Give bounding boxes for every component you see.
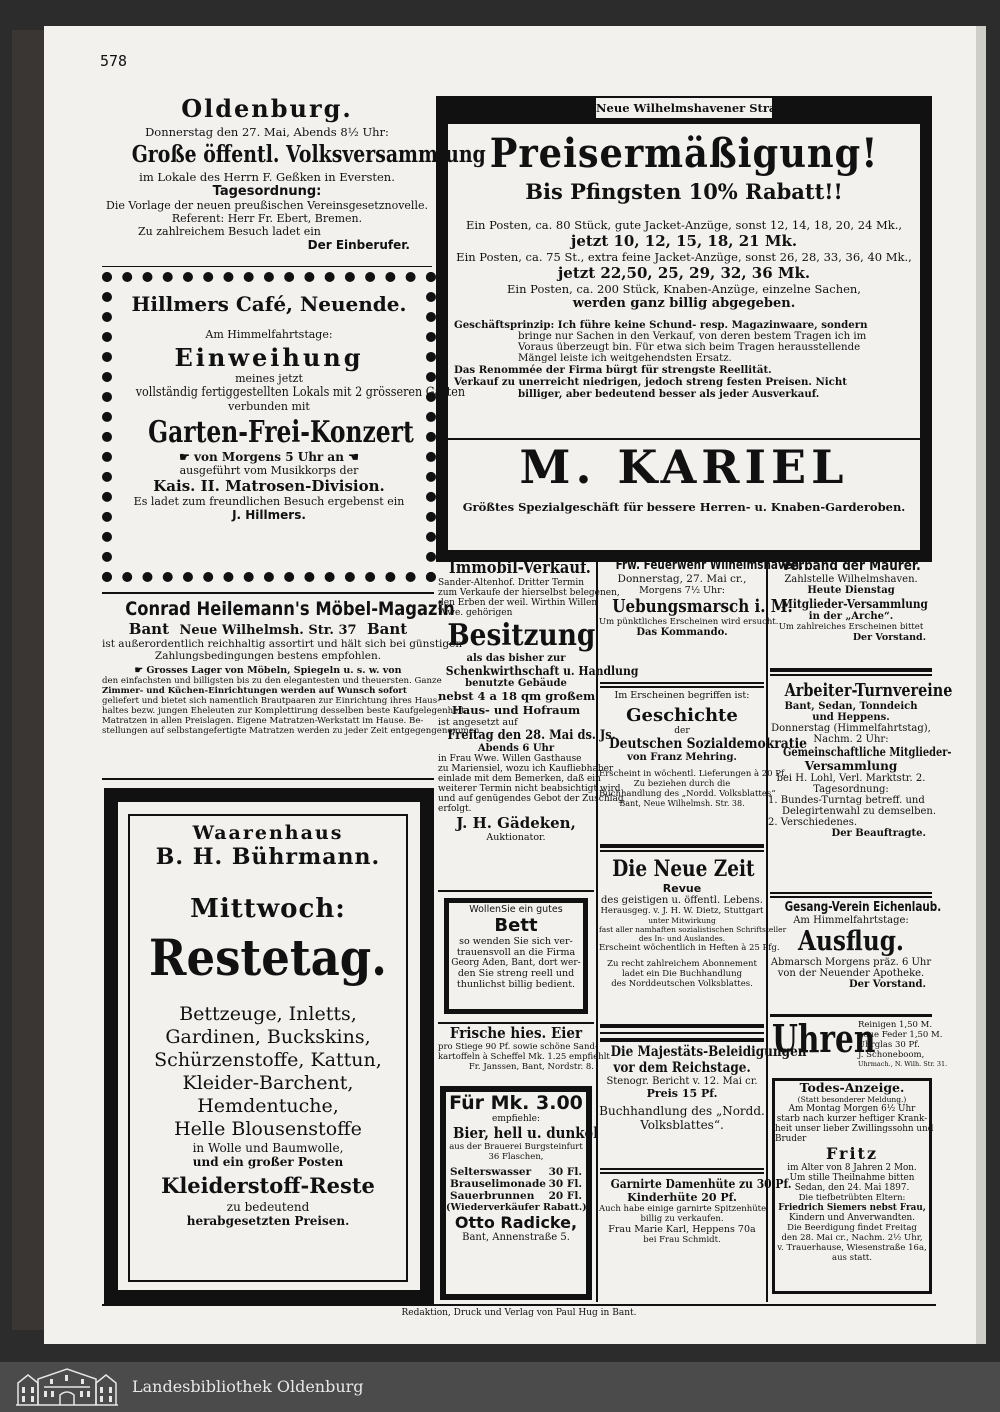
ad-line: empfiehle: (492, 1114, 540, 1124)
ad-line: Die Majestäts-Beleidigungen (610, 1044, 807, 1060)
ad-line: herabgesetzten Preisen. (186, 1214, 350, 1228)
ad-line: Wwe. gehörigen (438, 608, 513, 618)
ad-line: Um pünktliches Erscheinen wird ersucht. (599, 617, 779, 627)
principle-line: Das Renommée der Firma bürgt für strengste Reellität. (454, 364, 772, 376)
library-footer (0, 1362, 1000, 1412)
ad-line: Georg Aden, Bant, dort wer- (451, 958, 581, 968)
principle-line: Mängel leiste ich weitgehendsten Ersatz. (518, 353, 732, 364)
ad-line: Buchhandlung des „Nordd. Volksblattes“ (599, 789, 776, 799)
ad-line: einlade mit dem Bemerken, daß ein (438, 774, 601, 784)
ad-line: Sedan, den 24. Mai 1897. (794, 1183, 910, 1193)
ad-line: vor dem Reichstage. (613, 1060, 751, 1076)
page-edge (976, 26, 986, 1344)
ad-line: Heute Dienstag (807, 585, 895, 596)
ad-line: Nachm. 2 Uhr: (813, 734, 889, 745)
ad-line: pro Stiege 90 Pf. sowie schöne Sand- (438, 1042, 598, 1052)
book-binding (12, 30, 46, 1330)
ad-line: Deutschen Sozialdemokratie (608, 736, 808, 752)
ad-line: Volksblattes“. (640, 1118, 724, 1132)
item-list (130, 1003, 406, 1141)
ad-headline: Bier, hell u. dunkel (453, 1124, 599, 1142)
signature: Der Vorstand. (852, 632, 926, 643)
ad-line: der (674, 726, 690, 736)
ad-line: Abmarsch Morgens präz. 6 Uhr (770, 957, 932, 968)
offer-line: Ein Posten, ca. 80 Stück, gute Jacket-Anzüge, sonst 12, 14, 18, 20, 24 Mk., (465, 218, 903, 232)
signature: J. Hillmers. (232, 508, 306, 522)
pointing-hand-icon: ☚ (343, 450, 359, 464)
ad-headline: Restetag. (149, 928, 387, 987)
signature: Der Einberufer. (307, 238, 410, 252)
ad-title: Verband der Maurer. (781, 558, 921, 574)
ad-line: 1. Bundes-Turntag betreff. und (768, 795, 925, 806)
ad-date: Donnerstag den 27. Mai, Abends 8½ Uhr: (145, 125, 389, 139)
double-rule (770, 892, 932, 898)
ad-line: Am Himmelfahrtstage: (793, 915, 909, 926)
ad-title: Gesang-Verein Eichenlaub. (784, 900, 942, 915)
principle-line: bringe nur Sachen in den Verkauf, von deren bestem Tragen ich im (518, 331, 867, 342)
list-item: Hemdentuche, (197, 1095, 339, 1117)
ad-line: Am Montag Morgen 6½ Uhr (788, 1104, 916, 1114)
ad-line: Es ladet zum freundlichen Besuch ergebenst ein (133, 495, 405, 508)
ad-line: Versammlung (804, 759, 898, 773)
ad-line: Matratzen in allen Preislagen. Eigene Matratzen-Werkstatt im Hause. Be- (102, 716, 424, 726)
ad-line: Stenogr. Bericht v. 12. Mai cr. (606, 1076, 758, 1087)
ad-title: Immobil-Verkauf. (448, 558, 591, 578)
ad-mehring (599, 690, 808, 808)
ad-title: Frw. Feuerwehr Wilhelmshaven. (615, 558, 804, 573)
principle-line: Geschäftsprinzip: Ich führe keine Schund- resp. Magazinwaare, sondern (454, 319, 868, 331)
ad-feuerwehr (599, 558, 804, 638)
ad-line: ist außerordentlich reichhaltig assortirt und hält sich bei günstigen (102, 638, 463, 650)
ad-line: den einfachsten und billigsten bis zu den elegantesten und theuersten. Ganze (102, 676, 442, 686)
ad-line: billig zu verkaufen. (640, 1214, 724, 1224)
divider (436, 554, 932, 556)
ad-line: Bruder (775, 1134, 807, 1144)
page-number: 578 (100, 52, 128, 70)
ad-line: Donnerstag (Himmelfahrtstag), (771, 723, 931, 734)
kariel-name: M. KARIEL (519, 440, 849, 494)
ad-line: in der „Arche“. (808, 611, 894, 622)
ad-name: Fritz (825, 1144, 879, 1163)
ad-line: Buchhandlung des „Nordd. (599, 1104, 765, 1118)
principle-line: Verkauf zu unerreicht niedrigen, jedoch streng festen Preisen. Nicht (454, 376, 847, 388)
ad-line: unter Mitwirkung (648, 916, 716, 925)
offer-line: Ein Posten, ca. 200 Stück, Knaben-Anzüge, einzelne Sachen, (507, 282, 861, 296)
ad-date: Freitag den 28. Mai ds. Js. (447, 728, 616, 743)
ad-immobil (438, 558, 639, 843)
ad-line: Delegirtenwahl zu demselben. (782, 806, 937, 817)
ad-todes (775, 1080, 934, 1263)
list-item: Bettzeuge, Inletts, (179, 1003, 357, 1025)
ad-title: Die Neue Zeit (612, 856, 755, 882)
ad-line: Zahlungsbedingungen bestens empfohlen. (154, 650, 382, 662)
divider (102, 1304, 936, 1306)
ad-line: bei H. Lohl, Verl. Marktstr. 2. (776, 773, 926, 784)
ad-line: Um zahlreiches Erscheinen bittet (778, 622, 924, 632)
double-rule (600, 844, 764, 852)
table-row: Brauselimonade 30 Fl. (450, 1178, 582, 1190)
ad-line: 36 Flaschen, (488, 1152, 544, 1162)
ad-title: Für Mk. 3.00 (449, 1092, 583, 1114)
list-item: Kleider-Barchent, (182, 1072, 354, 1094)
ad-line: heit unser lieber Zwillingssohn und (775, 1124, 934, 1134)
ad-line: weiterer Termin nicht beabsichtigt wird (438, 784, 621, 794)
offer-price: jetzt 10, 12, 15, 18, 21 Mk. (570, 232, 798, 250)
ad-day: Am Himmelfahrtstage: (205, 328, 333, 341)
ad-subheadline: Bis Pfingsten 10% Rabatt!! (525, 179, 843, 204)
concert-headline: Garten-Frei-Konzert (148, 415, 414, 450)
ad-line: Schenkwirthschaft u. Handlung (445, 664, 639, 678)
ad-line: starb nach kurzer heftiger Krank- (776, 1114, 928, 1124)
ad-line: von Franz Mehring. (627, 752, 737, 763)
ad-line: Gemeinschaftliche Mitglieder- (782, 745, 952, 759)
ad-line: Zimmer- und Küchen-Einrichtungen werden auf Wunsch sofort (102, 686, 407, 696)
ad-name: Otto Radicke, (454, 1213, 578, 1232)
offer-price: jetzt 22,50, 25, 29, 32, 36 Mk. (557, 264, 811, 282)
ad-time: ☛ von Morgens 5 Uhr an ☚ (179, 450, 359, 464)
ad-line: ausgeführt vom Musikkorps der (179, 464, 359, 477)
ad-line: in Wolle und Baumwolle, (192, 1141, 344, 1155)
ad-address: Bant, Annenstraße 5. (462, 1232, 570, 1243)
principle-line: billiger, aber bedeutend besser als jeder Ausverkauf. (518, 388, 820, 400)
ad-title: Oldenburg. (181, 94, 353, 123)
ad-day: Mittwoch: (190, 894, 346, 924)
ad-line: verbunden mit (228, 400, 310, 413)
ad-line: ist angesetzt auf (438, 717, 518, 728)
ad-line: Revue (662, 882, 702, 895)
double-rule (770, 668, 932, 676)
principle-line: Voraus überzeugt bin. Für etwa sich beim Tragen herausstellende (518, 342, 861, 353)
street-label: Neue Wilhelmshavener Straße 1 (596, 98, 772, 118)
library-building-icon (14, 1367, 120, 1407)
double-rule (600, 1168, 764, 1174)
ad-line: Auch habe einige garnirte Spitzenhüte (599, 1204, 767, 1214)
ad-title: Conrad Heilemann's Möbel-Magazin (125, 598, 455, 620)
ad-division: Kais. II. Matrosen-Division. (153, 477, 385, 495)
ad-line: Zu beziehen durch die (633, 779, 731, 789)
ad-line: Donnerstag, 27. Mai cr., (617, 573, 747, 585)
pointing-hand-icon: ☛ (179, 450, 195, 464)
offer-line: Ein Posten, ca. 75 St., extra feine Jacket-Anzüge, sonst 26, 28, 33, 36, 40 Mk., (456, 250, 912, 264)
newspaper-page (44, 26, 976, 1344)
ad-line: vollständig fertiggestellten Lokals mit 2 grösseren Gärten (135, 385, 466, 400)
ad-buehrmann (130, 822, 406, 1228)
pointing-hand-icon: ☛ (134, 665, 147, 676)
ad-line: Uhrglas 30 Pf. (858, 1040, 920, 1050)
ad-line: Haus- und Hofraum (451, 703, 581, 717)
ad-title: Frische hies. Eier (449, 1024, 583, 1042)
ad-headline: Einweihung (174, 343, 364, 372)
ad-line: ☛ Grosses Lager von Möbeln, Spiegeln u. s. w. von (134, 665, 402, 676)
ad-title: Arbeiter-Turnvereine (784, 680, 953, 701)
ad-time: Abends 6 Uhr (477, 743, 555, 754)
ad-line: den Sie streng reell und (457, 968, 575, 979)
ad-line: den 28. Mai cr., Nachm. 2½ Uhr, (781, 1233, 923, 1243)
ad-line: bei Frau Schmidt. (643, 1235, 721, 1245)
uhren-headline: Uhren (772, 1016, 876, 1061)
ad-line: Fr. Janssen, Bant, Nordstr. 8. (468, 1062, 594, 1072)
ad-title: Garnirte Damenhüte zu 30 Pf. (610, 1176, 792, 1191)
ad-line: WollenSie ein gutes (469, 904, 563, 915)
ad-line: Zahlstelle Wilhelmshaven. (784, 574, 918, 585)
ad-line: erfolgt. (438, 804, 472, 814)
ad-title: Hillmers Café, Neuende. (131, 292, 407, 316)
divider (600, 1032, 764, 1034)
ad-line: Die Beerdigung findet Freitag (787, 1223, 917, 1233)
ad-line: Mitglieder-Versammlung (781, 596, 928, 611)
ad-headline: Uebungsmarsch i. M. (612, 596, 793, 617)
ad-uhren (858, 1020, 948, 1068)
ad-line: Reinigen 1,50 M. (858, 1020, 933, 1030)
ad-line: ladet ein Die Buchhandlung (621, 969, 743, 979)
list-item: Gardinen, Buckskins, (165, 1026, 371, 1048)
signature: Der Beauftragte. (831, 828, 926, 839)
ad-neuezeit (599, 856, 787, 989)
ad-line: den Erben der weil. Wirthin Willen (438, 598, 598, 608)
ad-headline: Ausflug. (797, 926, 905, 957)
ad-radicke (446, 1092, 599, 1243)
ad-hillmers (114, 292, 466, 522)
table-row: Sauerbrunnen 20 Fl. (450, 1190, 582, 1202)
ad-line: Um stille Theilnahme bitten (789, 1173, 915, 1183)
ad-headline: Bett (494, 915, 538, 936)
ad-title: Todes-Anzeige. (799, 1080, 905, 1095)
ad-line: als das bisher zur (466, 653, 566, 664)
ad-role: Auktionator. (486, 832, 546, 843)
ad-eier (438, 1024, 610, 1072)
ad-line: v. Trauerhause, Wiesenstraße 16a, (777, 1243, 927, 1253)
signature: Das Kommando. (636, 627, 728, 638)
ad-line: geliefert und bietet sich namentlich Brautpaaren zur Einrichtung ihres Haus- (102, 696, 441, 706)
ad-line: Sander-Altenhof. Dritter Termin (438, 578, 585, 588)
ad-turnvereine (768, 680, 953, 839)
invite-text: Zu zahlreichem Besuch ladet ein (138, 225, 321, 238)
ad-line: aus statt. (832, 1253, 872, 1263)
ad-address: Uhrmach., N. Wilh. Str. 31. (858, 1060, 948, 1068)
ad-line: benutzte Gebäude (465, 678, 567, 689)
speaker: Referent: Herr Fr. Ebert, Bremen. (171, 212, 363, 225)
agenda-text: Die Vorlage der neuen preußischen Vereinsgesetznovelle. (106, 199, 428, 212)
agenda-label: Tagesordnung: (212, 184, 322, 199)
ad-damenhuete (599, 1176, 792, 1245)
ad-line: Friedrich Siemers nebst Frau, (778, 1203, 926, 1213)
ad-line: meines jetzt (235, 372, 303, 385)
ad-majestaet (599, 1044, 807, 1132)
ad-line: 2. Verschiedenes. (768, 817, 857, 828)
ad-line: thunlichst billig bedient. (456, 979, 576, 990)
ad-bett (449, 904, 583, 990)
ad-name: J. Schoneboom, (858, 1050, 925, 1060)
ad-headline: Geschichte (626, 705, 738, 726)
ad-line: Herausgeg. v. J. H. W. Dietz, Stuttgart (600, 906, 764, 916)
ad-line: und Heppens. (812, 712, 890, 723)
ad-line: von der Neuender Apotheke. (777, 968, 925, 979)
ad-line: und auf genügendes Gebot der Zuschlag (438, 794, 624, 804)
footer-title: Landesbibliothek Oldenburg (132, 1377, 364, 1396)
ad-line: des Norddeutschen Volksblattes. (611, 979, 753, 989)
signature: Der Vorstand. (848, 979, 926, 990)
ad-line: kartoffeln à Scheffel Mk. 1.25 empfiehlt (438, 1052, 610, 1062)
offer-price: werden ganz billig abgegeben. (572, 296, 796, 311)
ad-line: stellungen auf selbstangefertigte Matratzen werden zu jeder Zeit entgegengenommen. (102, 726, 483, 736)
list-item: Schürzenstoffe, Kattun, (154, 1049, 382, 1071)
ad-line: Morgens 7½ Uhr: (639, 585, 725, 596)
divider (102, 592, 434, 594)
ad-maurer (768, 558, 934, 643)
ad-line: zum Verkaufe der hierselbst belegenen, (438, 588, 620, 598)
ad-address: Bant Neue Wilhelmsh. Str. 37 Bant (128, 620, 408, 638)
ad-line: so wenden Sie sich ver- (459, 936, 573, 947)
imprint: Redaktion, Druck und Verlag von Paul Hug in Bant. (401, 1308, 637, 1318)
ad-line: trauensvoll an die Firma (456, 947, 576, 958)
ad-line: des In- und Auslandes. (638, 934, 726, 943)
ad-line: Die tiefbetrübten Eltern: (798, 1193, 906, 1203)
ad-line: Frau Marie Karl, Heppens 70a (608, 1224, 756, 1235)
kariel-tagline: Größtes Spezialgeschäft für bessere Herren- u. Knaben-Garderoben. (462, 500, 906, 514)
ad-line: Waarenhaus (192, 822, 344, 844)
ad-line: Kindern und Anverwandten. (789, 1213, 915, 1223)
table-row: Selterswasser 30 Fl. (450, 1166, 582, 1178)
ad-line: Erscheint in wöchentl. Lieferungen à 20 Pf. (599, 769, 787, 779)
ad-line: zu bedeutend (226, 1200, 310, 1214)
ad-headline: Preisermäßigung! (489, 130, 879, 177)
ad-line: im Alter von 8 Jahren 2 Mon. (787, 1163, 917, 1173)
ad-line: Im Erscheinen begriffen ist: (614, 690, 750, 701)
ad-oldenburg (102, 94, 486, 252)
divider (102, 266, 432, 267)
ad-headline: Große öffentl. Volksversammlung (131, 141, 486, 168)
ad-line: und ein großer Posten (192, 1155, 344, 1169)
ad-line: (Wiederverkäufer Rabatt.) (446, 1202, 587, 1213)
ad-line: Erscheint wöchentlich in Heften à 25 Pfg. (599, 943, 780, 953)
ad-line: neue Feder 1,50 M. (858, 1030, 943, 1040)
ad-line: zu Mariensiel, wozu ich Kaufliebhaber (438, 764, 614, 774)
ad-kariel (448, 130, 920, 400)
ad-line: haltes bezw. jungen Eheleuten zur Komplettirung desselben beste Kaufgelegenheit. (102, 706, 468, 716)
ad-eichenlaub (768, 900, 942, 990)
ad-line: fast aller namhaften sozialistischen Schriftsteller (599, 925, 787, 934)
ad-place: im Lokale des Herrn F. Geßken in Eversten. (139, 170, 395, 184)
ad-headline: Besitzung (447, 618, 596, 653)
ad-line: (Statt besonderer Meldung.) (797, 1095, 907, 1104)
ad-line: aus der Brauerei Burgsteinfurt (449, 1142, 583, 1152)
signature: J. H. Gädeken, (456, 814, 576, 832)
ad-firm: B. H. Bührmann. (155, 844, 381, 870)
ad-line: des geistigen u. öffentl. Lebens. (601, 895, 763, 906)
ad-line: Tagesordnung: (813, 784, 889, 795)
double-rule (600, 682, 764, 688)
ad-line: nebst 4 a 18 qm großem (438, 689, 596, 703)
ad-line: Zu recht zahlreichem Abonnement (607, 959, 757, 969)
ad-line: in Frau Wwe. Willen Gasthause (438, 754, 582, 764)
ad-line: Kinderhüte 20 Pf. (627, 1191, 737, 1204)
divider (102, 778, 434, 780)
price-table (446, 1166, 586, 1202)
divider (438, 890, 594, 892)
ad-rest: Kleiderstoff-Reste (161, 1173, 375, 1198)
ad-line: Bant, Sedan, Tonndeich (784, 701, 918, 712)
ad-price: Preis 15 Pf. (646, 1087, 718, 1100)
list-item: Helle Blousenstoffe (174, 1118, 362, 1140)
ad-line: Bant, Neue Wilhelmsh. Str. 38. (619, 799, 745, 808)
